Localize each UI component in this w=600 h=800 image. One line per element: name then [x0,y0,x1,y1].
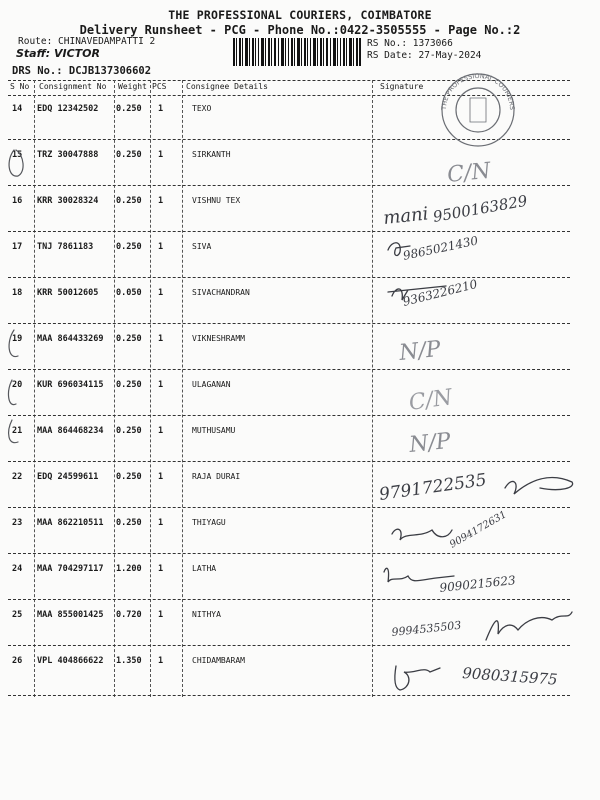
row-weight: 0.250 [116,196,142,206]
row-pcs: 1 [158,656,164,666]
row-sno: 20 [12,380,23,390]
row-consignee: TEXO [192,104,212,113]
row-divider [8,695,570,696]
hw-r19: N/P [398,336,442,366]
col-header-consignee: Consignee Details [186,82,268,91]
row-sno: 14 [12,104,23,114]
row-divider [8,323,570,324]
signature-r17 [388,243,410,256]
row-sno: 23 [12,518,23,528]
hw-r15: C/N [446,158,492,188]
row-sno: 25 [12,610,23,620]
row-consignee: SIRKANTH [192,150,231,159]
row-consignment: KRR 30028324 [37,196,99,206]
row-consignee: VIKNESHRAMM [192,334,245,343]
hw-r17-phone: 9865021430 [401,233,480,263]
staff-label: Staff: VICTOR [16,47,100,60]
hw-r16-phone: 9500163829 [431,191,529,226]
rs-date: RS Date: 27-May-2024 [367,50,482,61]
row-weight: 0.250 [116,334,142,344]
row-pcs: 1 [158,380,164,390]
row-consignee: MUTHUSAMU [192,426,236,435]
col-divider [150,80,151,697]
row-divider [8,415,570,416]
col-header-weight: Weight [118,82,147,91]
row-consignment: EDQ 24599611 [37,472,99,482]
row-divider [8,645,570,646]
row-consignment: KRR 50012605 [37,288,99,298]
row-divider [8,461,570,462]
row-consignment: MAA 864433269 [37,334,104,344]
row-pcs: 1 [158,150,164,160]
row-sno: 24 [12,564,23,574]
hw-r18-phone: 9363226210 [401,276,479,309]
hw-r16-name: mani [382,203,430,229]
stamp-text: THE PROFESSIONAL COURIERS [439,71,517,111]
hw-r24-phone: 9090215623 [438,573,517,595]
row-pcs: 1 [158,472,164,482]
row-consignment: EDQ 12342502 [37,104,99,114]
row-divider [8,599,570,600]
route-label: Route: CHINAVEDAMPATTI 2 [18,36,156,47]
barcode [233,38,361,66]
row-pcs: 1 [158,288,164,298]
row-consignee: THIYAGU [192,518,226,527]
row-pcs: 1 [158,242,164,252]
signature-r25 [486,612,572,640]
row-weight: 0.050 [116,288,142,298]
row-pcs: 1 [158,334,164,344]
row-pcs: 1 [158,518,164,528]
row-weight: 0.250 [116,104,142,114]
drs-number: DRS No.: DCJB137306602 [12,65,152,77]
col-header-sno: S No [10,82,30,91]
row-consignment: MAA 704297117 [37,564,104,574]
row-weight: 0.250 [116,150,142,160]
row-pcs: 1 [158,196,164,206]
row-consignee: SIVACHANDRAN [192,288,250,297]
hw-r22-phone: 9791722535 [377,470,488,505]
col-header-consignment: Consignment No [39,82,107,91]
row-consignee: RAJA DURAI [192,472,241,481]
row-pcs: 1 [158,104,164,114]
row-divider [8,553,570,554]
row-weight: 0.250 [116,380,142,390]
row-consignee: ULAGANAN [192,380,231,389]
col-divider [182,80,183,697]
row-pcs: 1 [158,610,164,620]
svg-text:THE PROFESSIONAL COURIERS [440,72,516,111]
signature-r24 [384,568,454,582]
row-weight: 0.250 [116,426,142,436]
col-header-signature: Signature [380,82,424,91]
row-divider [8,277,570,278]
row-weight: 0.250 [116,472,142,482]
row-consignee: LATHA [192,564,217,573]
row-consignee: SIVA [192,242,212,251]
row-sno: 18 [12,288,23,298]
row-consignment: TNJ 7861183 [37,242,94,252]
hw-r23-phone: 9094172631 [448,509,509,551]
row-consignment: TRZ 30047888 [37,150,99,160]
row-consignee: CHIDAMBARAM [192,656,245,665]
row-divider [8,185,570,186]
row-pcs: 1 [158,426,164,436]
row-sno: 21 [12,426,23,436]
header-bottom-rule [8,95,570,96]
row-sno: 15 [12,150,23,160]
row-weight: 0.250 [116,242,142,252]
signature-r26 [395,666,440,690]
hw-r21: N/P [408,428,452,458]
header-top-rule [8,80,570,81]
row-sno: 26 [12,656,23,666]
row-divider [8,369,570,370]
hw-r26-phone: 9080315975 [461,664,559,689]
col-divider [372,80,373,697]
hw-r25-phone: 9994535503 [390,618,462,639]
row-consignment: MAA 864468234 [37,426,104,436]
row-consignment: VPL 404866622 [37,656,104,666]
signature-r23 [392,529,452,540]
row-sno: 17 [12,242,23,252]
col-divider [34,80,35,697]
row-divider [8,139,570,140]
signature-r18 [388,286,446,300]
company-title: THE PROFESSIONAL COURIERS, COIMBATORE [168,8,432,22]
runsheet-title: Delivery Runsheet - PCG - Phone No.:0422-3505555 - Page No.:2 [79,23,521,37]
signature-r22 [505,478,573,494]
row-consignee: NITHYA [192,610,221,619]
row-divider [8,231,570,232]
row-sno: 22 [12,472,23,482]
row-weight: 1.350 [116,656,142,666]
row-weight: 1.200 [116,564,142,574]
col-header-pcs: PCS [152,82,167,91]
row-sno: 19 [12,334,23,344]
rs-number: RS No.: 1373066 [367,38,453,49]
row-consignee: VISHNU TEX [192,196,241,205]
col-divider [114,80,115,697]
row-weight: 0.720 [116,610,142,620]
row-consignment: MAA 862210511 [37,518,104,528]
company-stamp [440,72,516,146]
row-weight: 0.250 [116,518,142,528]
row-divider [8,507,570,508]
row-sno: 16 [12,196,23,206]
row-pcs: 1 [158,564,164,574]
hw-r20: C/N [407,385,454,416]
row-consignment: KUR 696034115 [37,380,104,390]
row-consignment: MAA 855001425 [37,610,104,620]
